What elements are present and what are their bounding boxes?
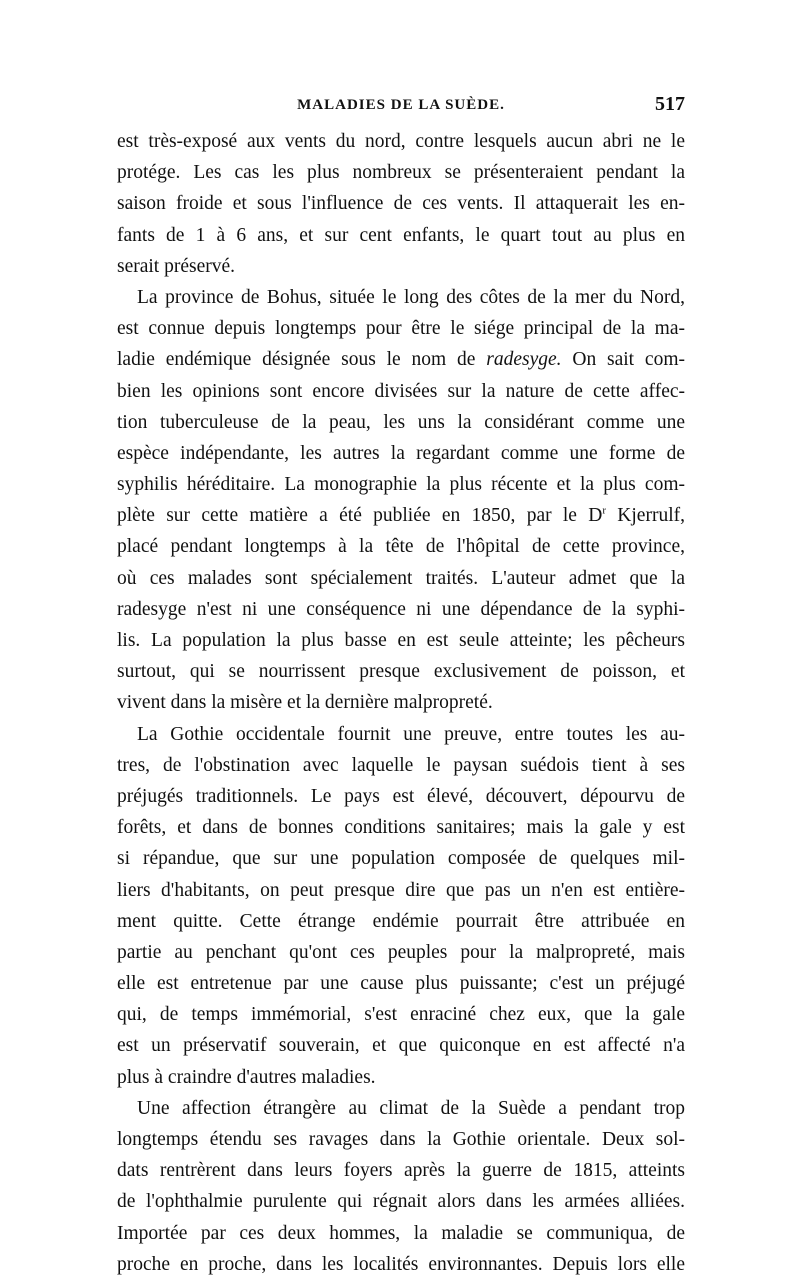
- text-line: si répandue, que sur une population composée de quelques mil-: [117, 848, 685, 870]
- running-head: [117, 90, 685, 118]
- text-line: surtout, qui se nourrissent presque exclusivement de poisson, et: [117, 661, 685, 683]
- text-line: liers d'habitants, on peut presque dire que pas un n'en est entière-: [117, 879, 685, 901]
- text-line: où ces malades sont spécialement traités. L'auteur admet que la: [117, 567, 685, 589]
- text-line: radesyge n'est ni une conséquence ni une dépendance de la syphi-: [117, 598, 685, 620]
- text-line: préjugés traditionnels. Le pays est élevé, découvert, dépourvu de: [117, 785, 685, 807]
- line-segment: plète sur cette matière a été publiée en 1850, par le D: [117, 505, 603, 527]
- text-line: lis. La population la plus basse en est seule atteinte; les pêcheurs: [117, 630, 685, 651]
- text-line: La province de Bohus, située le long des côtes de la mer du Nord,: [137, 286, 685, 308]
- page-number: 517: [655, 93, 685, 115]
- text-line: dats rentrèrent dans leurs foyers après la guerre de 1815, atteints: [117, 1160, 685, 1182]
- text-line: est très-exposé aux vents du nord, contre lesquels aucun abri ne le: [117, 131, 685, 152]
- text-line: forêts, et dans de bonnes conditions sanitaires; mais la gale y est: [117, 817, 685, 839]
- text-line: La Gothie occidentale fournit une preuve, entre toutes les au-: [137, 723, 685, 745]
- text-line: est un préservatif souverain, et que quiconque en est affecté n'a: [117, 1035, 685, 1057]
- text-line: tres, de l'obstination avec laquelle le paysan suédois tient à ses: [117, 754, 685, 776]
- text-line: est connue depuis longtemps pour être le siége principal de la ma-: [117, 318, 685, 340]
- text-line: serait préservé.: [117, 255, 236, 277]
- superscript: r: [602, 504, 607, 517]
- text-line: longtemps étendu ses ravages dans la Gothie orientale. Deux sol-: [117, 1129, 685, 1150]
- text-line: elle est entretenue par une cause plus puissante; c'est un préjugé: [117, 973, 685, 995]
- text-line: ment quitte. Cette étrange endémie pourrait être attribuée en: [117, 910, 685, 932]
- text-line: de l'ophthalmie purulente qui régnait alors dans les armées alliées.: [117, 1191, 685, 1213]
- text-line: protége. Les cas les plus nombreux se présenteraient pendant la: [117, 162, 685, 184]
- line-segment: ladie endémique désignée sous le nom de: [117, 349, 487, 371]
- text-line: tion tuberculeuse de la peau, les uns la considérant comme une: [117, 411, 685, 433]
- body-text: [117, 126, 685, 1280]
- text-line: bien les opinions sont encore divisées sur la nature de cette affec-: [117, 380, 685, 402]
- text-line: syphilis héréditaire. La monographie la plus récente et la plus com-: [117, 474, 685, 496]
- text-line: proche en proche, dans les localités environnantes. Depuis lors elle: [117, 1253, 685, 1275]
- text-line: plus à craindre d'autres maladies.: [117, 1066, 376, 1088]
- text-line: [117, 344, 685, 375]
- text-line: placé pendant longtemps à la tête de l'hôpital de cette province,: [117, 536, 685, 558]
- text-line: saison froide et sous l'influence de ces vents. Il attaquerait les en-: [117, 193, 685, 215]
- text-line: espèce indépendante, les autres la regardant comme une forme de: [117, 442, 685, 464]
- line-segment: On sait com-: [561, 349, 685, 371]
- italic-term: radesyge.: [486, 349, 562, 371]
- text-line: [117, 500, 685, 531]
- text-line: vivent dans la misère et la dernière malpropreté.: [117, 692, 493, 714]
- text-line: partie au penchant qu'ont ces peuples pour la malpropreté, mais: [117, 941, 685, 963]
- text-line: qui, de temps immémorial, s'est enraciné chez eux, que la gale: [117, 1004, 685, 1026]
- running-title: MALADIES DE LA SUÈDE.: [297, 97, 505, 113]
- text-line: Importée par ces deux hommes, la maladie se communiqua, de: [117, 1222, 685, 1244]
- text-line: fants de 1 à 6 ans, et sur cent enfants, le quart tout au plus en: [117, 224, 685, 246]
- line-segment: Kjerrulf,: [606, 505, 685, 527]
- text-line: Une affection étrangère au climat de la Suède a pendant trop: [137, 1097, 685, 1119]
